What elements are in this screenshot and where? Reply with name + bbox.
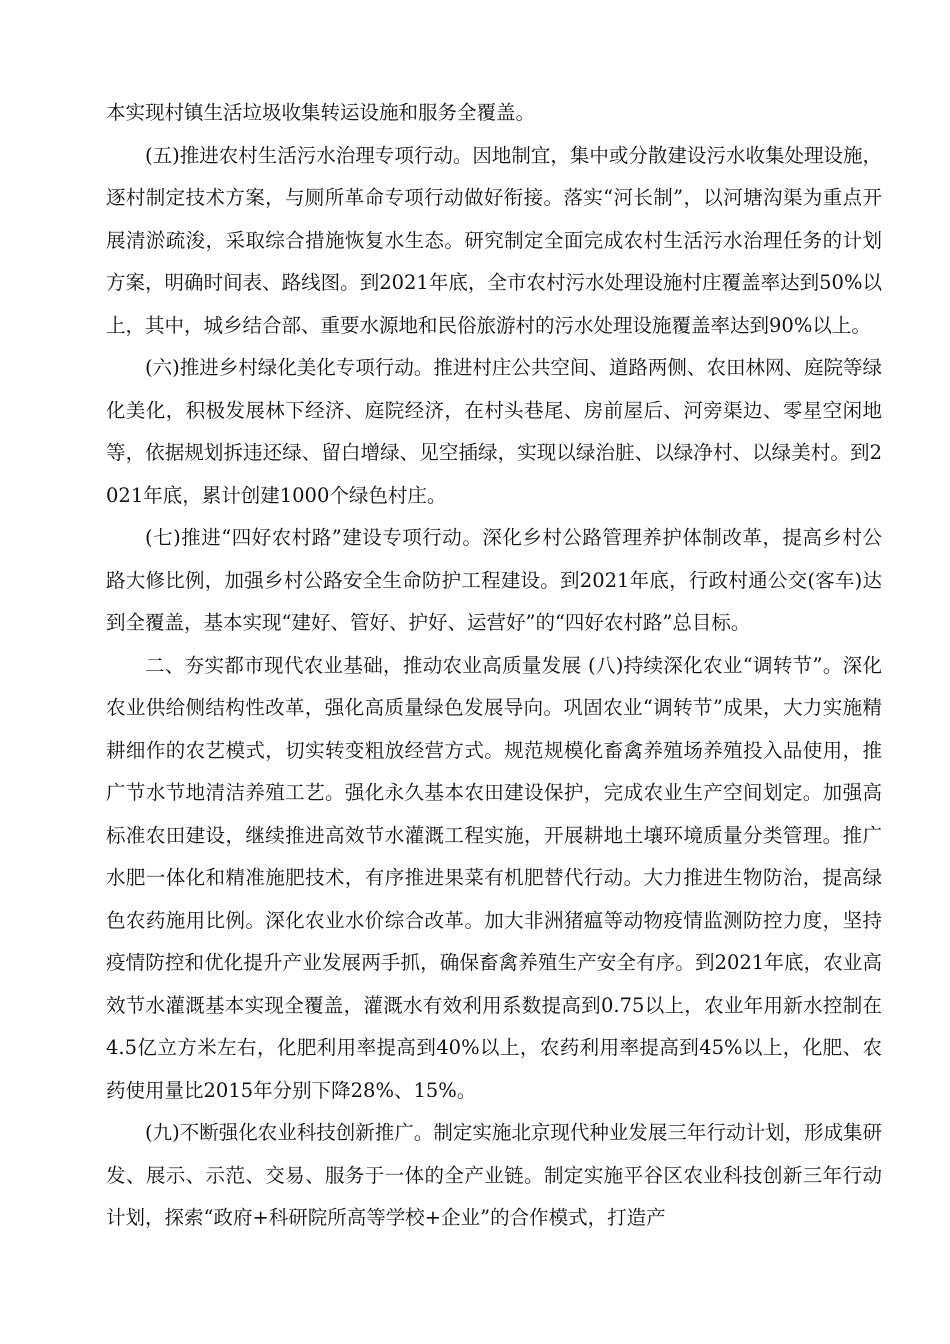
paragraph-sewage-treatment: (五)推进农村生活污水治理专项行动。因地制宜，集中或分散建设污水收集处理设施，逐村制定技术方案，与厕所革命专项行动做好衔接。落实“河长制”，以河塘沟渠为重点开展清淤疏浚，采取综合措施恢复水生态。研究制定全面完成农村生活污水治理任务的计划方案，明确时间表、路线图。到2021年底，全市农村污水处理设施村庄覆盖率达到50%以上，其中，城乡结合部、重要水源地和民俗旅游村的污水处理设施覆盖率达到90%以上。 xyxy=(106,143,882,337)
document-page xyxy=(106,92,882,1240)
paragraph-agriculture-foundation: 二、夯实都市现代农业基础，推动农业高质量发展 (八)持续深化农业“调转节”。深化农业供给侧结构性改革，强化高质量绿色发展导向。巩固农业“调转节”成果，大力实施精耕细作的农艺模式，切实转变粗放经营方式。规范规模化畜禽养殖场养殖投入品使用，推广节水节地清洁养殖工艺。强化永久基本农田建设保护，完成农业生产空间划定。加强高标准农田建设，继续推进高效节水灌溉工程实施，开展耕地土壤环境质量分类管理。推广水肥一体化和精准施肥技术，有序推进果菜有机肥替代行动。大力推进生物防治，提高绿色农药施用比例。深化农业水价综合改革。加大非洲猪瘟等动物疫情监测防控力度，坚持疫情防控和优化提升产业发展两手抓，确保畜禽养殖生产安全有序。到2021年底，农业高效节水灌溉基本实现全覆盖，灌溉水有效利用系数提高到0.75以上，农业年用新水控制在4.5亿立方米左右，化肥利用率提高到40%以上，农药利用率提高到45%以上，化肥、农药使用量比2015年分别下降28%、15%。 xyxy=(106,653,882,1102)
paragraph-greening: (六)推进乡村绿化美化专项行动。推进村庄公共空间、道路两侧、农田林网、庭院等绿化美化，积极发展林下经济、庭院经济，在村头巷尾、房前屋后、河旁渠边、零星空闲地等，依据规划拆违还绿、留白增绿、见空插绿，实现以绿治脏、以绿净村、以绿美村。到2021年底，累计创建1000个绿色村庄。 xyxy=(106,356,882,507)
paragraph-garbage-coverage: 本实现村镇生活垃圾收集转运设施和服务全覆盖。 xyxy=(106,101,536,124)
paragraph-agri-tech-innovation: (九)不断强化农业科技创新推广。制定实施北京现代种业发展三年行动计划，形成集研发、展示、示范、交易、服务于一体的全产业链。制定实施平谷区农业科技创新三年行动计划，探索“政府+科研院所高等学校+企业”的合作模式，打造产 xyxy=(106,1121,882,1229)
paragraph-rural-roads: (七)推进“四好农村路”建设专项行动。深化乡村公路管理养护体制改革，提高乡村公路大修比例，加强乡村公路安全生命防护工程建设。到2021年底，行政村通公交(客车)达到全覆盖，基本实现“建好、管好、护好、运营好”的“四好农村路”总目标。 xyxy=(106,526,882,634)
